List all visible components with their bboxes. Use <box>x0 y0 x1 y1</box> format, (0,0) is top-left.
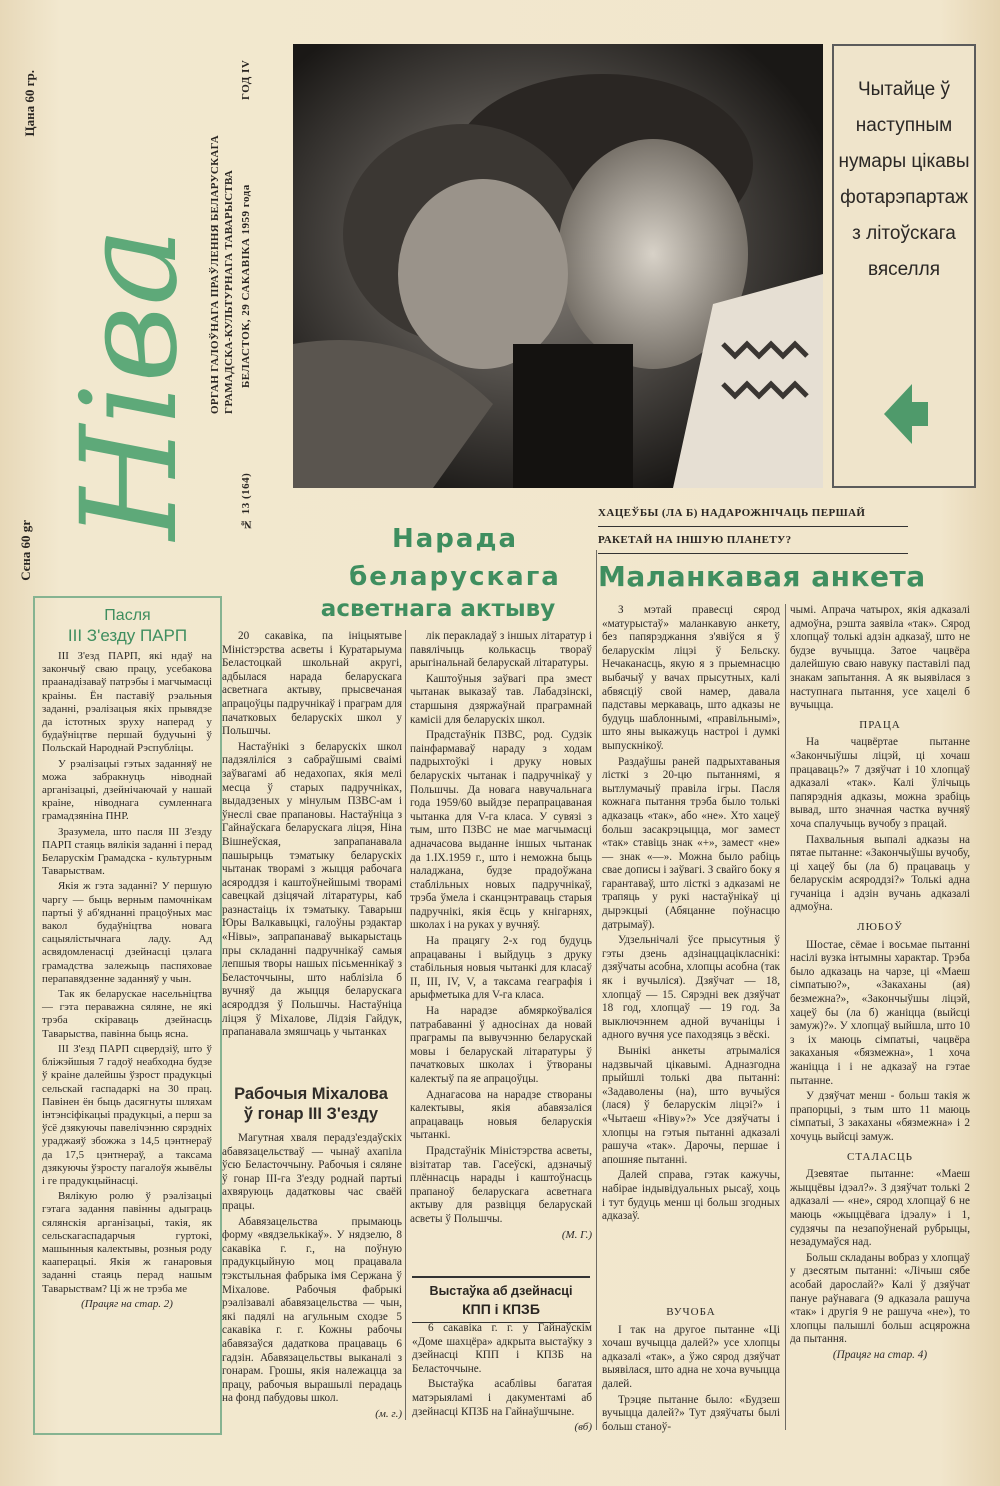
rabochya-body <box>222 1132 402 1428</box>
paragraph: Вынікі анкеты атрымаліся надзвычай цікавымі. Адназгодна прыйшлі толькі два пытанні: «Задаволены (на), што вучыўся (лася) ў беларускім ліцэі?» і «Чытаеш «Ніву»?» Усе дзяўчаты і хлопцы на гэтыя пытанні адказалі рашуча «так». Дарочы, першае і апошняе пытанні. <box>602 1045 780 1166</box>
paragraph: Трэцяе пытанне было: «Будзеш вучыцца далей?» Тут дзяўчаты былі больш станоў- <box>602 1393 780 1433</box>
teaser-text: Чытайце ў наступным нумары цікавы фотарэпартаж з літоўскага вяселля <box>838 79 970 280</box>
column-rule <box>596 550 597 1430</box>
price-right: Цана 60 гр. <box>22 70 37 137</box>
vystauka-title-line-1: Выстаўка аб дзейнасці <box>429 1284 573 1298</box>
paragraph: Вялікую ролю ў рэалізацыі гэтага задання павінны адыграць сялянскія арганізацыі, такія, як сельскагаспадарчыя гуртокі, машынныя калектывы, розныя роду кааперацыі. Якія ж ганаровыя заданні стаяць перад нашым Таварыствам? Ці ж не трэба ме <box>42 1190 212 1295</box>
paragraph: У дзяўчат менш - больш такія ж прапорцыі, з тым што 11 маюць сімпатыі, 3 закаханы «бязмежна» і 2 хочуць выйсці замуж. <box>790 1090 970 1143</box>
side-article-body <box>42 650 212 1311</box>
side-article <box>33 596 222 1435</box>
anketa-col-2 <box>790 604 970 1430</box>
paragraph: Настаўнікі з беларускіх школ падзяліліся з сабраўшымі свaімі заўвагамі аб недахопах, якія мелі месца ў старых падручніках, выдадзеных у мінулым ПЗВС-ам і ўнеслі свае прапановы. Настаўніца з Гайнаўскага беларускага ліцэя, Ніна Вішнеўская, запрапанавала пашырыць тэматыку беларускіх чытанак творамі з жыцця рабочага асяроддзя і каштоўнейшымі творамі савецкай дзіцячай літаратуры, каб разнастаіць іх тэматыку. Таварыш Юры Валкавыцкі, галоўны рэдактар «Нівы», запрапанаваў выкарыстаць пры складанні падручнікаў самыя лепшыя творы нашых пісьменнікаў з Беласточчыны, што наблізіла б вучняў да жыцця беларускага асяроддзя ў Польшчы. Настаўніца ліцэя ў Міхалове, Лідзія Гайдук, прапанавала змяшчаць у чытанках <box>222 740 402 1039</box>
vystauka-title <box>412 1276 590 1323</box>
dateline <box>240 60 252 530</box>
paragraph: Прадстаўнік Міністэрства асветы, візітатар тав. Гасеўскі, адзначыў плённасць нарады і каштоўнасць прапаноў беларускага асветнага актыву для развіцця беларускай асветы ў Польшчы. <box>410 1144 592 1225</box>
paragraph: Прадстаўнік ПЗВС, род. Судзік паінфармаваў нараду з ходам падрыхтоўкі і друку новых беларускіх чытанак і падручнікаў у Польшчы. Да новага навучальнага года 1959/60 выйдзе перапрацаваная чытанка для V-га класа. У сувязі з тым, што ПЗВС не мае магчымасці адначасова выданне іншых чытанак да 1.IX.1959 г., што і неможна быць наладжана, будзе прадоўжана стаблільных новых падручнікаў, трэба ўмела і сканцэнтраваць старыя падручнікі, якія ёсць у кнігарнях, школах і на руках у вучняў. <box>410 729 592 932</box>
paragraph: Зразумела, што пасля III З'езду ПАРП стаяць вялікія заданні і перад Беларускім Грамадска - культурным Таварыствам. <box>42 825 212 878</box>
organ-line-1: ОРГАН ГАЛОЎНАГА ПРАЎЛЕННЯ БЕЛАРУСКАГА <box>209 135 221 414</box>
paragraph: Шостае, сёмае і восьмае пытанні насілі вузка інтымны характар. Трэба было адказаць на чарзе, ці «Маеш сімпатыю?», «Закаханы (ая) безмежна?», «Закончыўшы ліцэй, хацеў бы (ла б) жаніцца (выйсці замуж)?». У хлопцаў выйшла, што 10 з іх маюць сімпатыі, чацвёра закаханыя «бязмежна», 1 хоча жаніцца і і не адказаў на гэтае пытанне. <box>790 938 970 1087</box>
front-photo <box>293 44 823 488</box>
paragraph: І так на другое пытанне «Ці хочаш вучыцца далей?» усе хлопцы адказалі «так», а ўжо сярод дзяўчат выявілася, што адна не хоча вучыцца далей. <box>602 1323 780 1390</box>
paragraph: На нарадзе абмяркоўваліся патрабаванні ў адносінах да новай праграмы па вывучэнню беларускай мовы і беларускай літаратуры ў пачатковых школах і ўтвораны калектыў па яе апрацоўцы. <box>410 1005 592 1085</box>
paragraph: Каштоўныя заўвагі пра змест чытанак выказаў тав. Лабадзінскі, старшыня дзяржаўнай праграмнай камісіі для беларускіх школ. <box>410 672 592 726</box>
lyubou-heading: ЛЮБОЎ <box>857 921 903 934</box>
paragraph: чымі. Апрача чатырох, якія адказалі адмоўна, рэшта заявіла «так». Сярод хлопцаў толькі адзін адказаў, што не будзе вучыцца. Затое чацвёра далейшую сваю навуку паставілі пад знакам запытання. А як выявілася з наступнага пытання, усе хацелі б вучыцца. <box>790 604 970 712</box>
organ-line-2: ГРАМАДСКА-КУЛЬТУРНАГА ТАВАРЫСТВА <box>223 169 235 414</box>
side-title-line-2: III З'езду ПАРП <box>67 626 188 645</box>
paragraph: Якія ж гэта заданні? У першую чаргу — быць верным памочнікам партыі ў аб'яднанні працоўных мас вакол будаўніцтва новага сацыялістычнага ладу. Ад асвядомленасці дзейнасці цэлага грамадства залежыць паспяховае перапавядзенне заданняў у чын. <box>42 880 212 985</box>
paragraph: Дзевятае пытанне: «Маеш жыццёвы ідэал?». З дзяўчат толькі 2 адказалі — «не», сярод хлопцаў 6 не маюць «жыццёвага ідэалу» і 1, судзячы па незапоўненай рубрыцы, незадумаўся над. <box>790 1168 970 1249</box>
masthead-logo <box>55 70 205 570</box>
masthead-title: Ніва <box>53 227 207 540</box>
paragraph: III З'езд ПАРП сцвердзіў, што ў бліжэйшыя 7 гадоў неабходна будзе ў краіне далейшы ўзрост прадукцыі сельскай гаспадаркі на 30 прац. Павінен ён быць дасягнуты шляхам інтэнсіфікацыі прадукцыі, а перш за ўсё дзякуючы павелічэнню сярэдніх ураджаяў збожжа з 14,5 цэнтнераў да 17,5 цэнтнераў, а таксама дзякуючы ўзросту пагалоўя жывёлы і ге прадукцыйнасці. <box>42 1042 212 1187</box>
side-continued: (Працяг на стар. 2) <box>81 1297 173 1310</box>
paragraph: Магутная хваля перадз'ездаўскіх абавязацельстваў — чынаў ахапіла ўсю Беласточчыну. Рабочыя і сяляне ў гонар III-га З'езду роднай партыі ахвяруюць дадатковы час сваёй працы. <box>222 1132 402 1212</box>
paragraph: Далей справа, гэтак кажучы, набірае індывідуальных рысаў, хоць і тут будуць менш ці больш згодных адказаў. <box>602 1169 780 1223</box>
paragraph: Раздаўшы раней падрыхтаваныя лісткі з 20-цю пытаннямі, я вытлумачыў правіла ігры. Пасля кожнага пытання трэба было толькі адказаць «так», або «не». Хто хацеў больш засакрэцыцца, мог замест «так» ставіць знак «+», замест «не» — знак «—». Можна было рабіць свае дописы і заўвагі. З свайго боку я гарантаваў, што лісткі з адказамі не трапяць у рукі настаўнікаў ці дырэкцыі (Абяцанне поўнасцю датрымаў). <box>602 755 780 931</box>
issue-year: ГОД IV <box>240 60 252 101</box>
vystauka-signoff: (вб) <box>574 1421 592 1434</box>
paragraph: 6 сакавіка г. г. у Гайнаўскім «Доме шахцёра» адкрыта выстаўку з дзейнасці КПП і КПЗБ на Беласточчыне. <box>412 1322 592 1375</box>
praca-heading: ПРАЦА <box>859 718 901 731</box>
narada-title-line-2: беларускага <box>349 562 561 592</box>
paragraph: На працягу 2-х год будуць апрацаваны і выйдуць з друку стабільныя новыя чытанкі для класаў II, III, IV, V, а таксама геаграфія і арыфметыка для V-га класа. <box>410 935 592 1002</box>
organ-line <box>208 135 236 414</box>
paragraph: На чацвёртае пытанне «Закончыўшы ліцэй, ці хочаш працаваць?» 7 дзяўчат і 10 хлопцаў адказалі «так». Калі ўлічыць папярэднія адказы, можна зрабіць вывад, што значная частка вучняў хоча спалучыць вучобу з працай. <box>790 736 970 830</box>
rabochya-signoff: (м. г.) <box>375 1407 402 1420</box>
anketa-col-1-vuchoba <box>602 1300 780 1433</box>
stalasc-heading: СТАЛАСЦЬ <box>847 1150 913 1163</box>
paragraph: Абавязацельства прымаюць форму «вядзелькікаў». У нядзелю, 8 сакавіка г. г., на поўную прадукцыйную моц працавала тэкстыльная фабрыка імя Сержана ў Міхалове. Рабочыя фабрыкі рэалізавалі абавязацельства — чын, які падялі на агульным сходзе 5 сакавіка г. г. Кожны рабочы абавязаўся дадаткова працаваць 6 гадзін. Абавязацельствы выканалі з гонарам. Грошы, якія належацца за працу, рабочыя вырашылі перадаць на фонд пабудовы школ. <box>222 1215 402 1405</box>
paragraph: Больш складаны вобраз у хлопцаў у дзесятым пытанні: «Лічыш сябе асобай дарослай?» Калі ў дзяўчат пануе раўнавага (9 адказала рашуча «так» і другія 9 не рашуча «не»), то хлопцы палышлі больш асцярожна да пытання. <box>790 1251 970 1346</box>
column-rule <box>405 630 406 1420</box>
narada-col-1-continued <box>222 798 402 1078</box>
teaser-box <box>832 44 976 488</box>
narada-subtitle: асветнага актыву <box>320 596 556 622</box>
masthead-logo-graphic <box>55 70 205 570</box>
narada-signoff: (М. Г.) <box>561 1228 592 1241</box>
column-rule <box>785 604 786 1430</box>
paragraph: 20 сакавіка, па ініцыятыве Міністэрства асветы і Куратарыума Беластоцкай школьнай акругі, адбылася нарада беларускага асветнага актыву, прысвечаная апрацоўцы падручнікаў і праграм для пачатковых беларускіх школ у Польшчы. <box>222 630 402 738</box>
paragraph: III З'езд ПАРП, які ндаў на закончыў сваю працу, усебакова праанадізаваў патрэбы і магчымасці краіны. Ён паставіў рэальныя заданні, рэалізацыя якіх прывядзе да істотных зруху наперад у будаўніцтве першай будучыні ў Польскай Народнай Рэспубліцы. <box>42 650 212 755</box>
paragraph: Удзельнічалі ўсе прысутныя ў гэты дзень адзінаццацікласнікі: дзяўчаты асобна, хлопцы асобна (так як і вучыліся). Дзяўчат — 18, хлопцаў — 15. Сярэдні век дзяўчат 18 год, хлопцаў — 19 год. За выключэннем адной вучаніцы і адного вучня усе паходзяць з вёскі. <box>602 934 780 1042</box>
narada-col-2 <box>410 630 592 1241</box>
issue-number: № 13 (164) <box>240 472 252 530</box>
paragraph: Аднагасова на нарадзе створаны калектывы, якія абавязаліся апрацаваць новыя беларускія чытанкі. <box>410 1088 592 1142</box>
paragraph: У рэалізацыі гэтых заданняў не можа забракнуць ніводнай арганізацыі, дзейнічаючай у нашай краіне, ніводнага сумленнага грамадзяніна ПНР. <box>42 757 212 823</box>
paragraph: Так як беларускае насельніцтва — гэта пераважна сяляне, не які трэба скіраваць дзейнасць Таварыства, павінна быць ясна. <box>42 988 212 1040</box>
anketa-kicker <box>598 500 908 554</box>
side-title-line-1: Пасля <box>104 607 151 624</box>
issue-date: БЕЛАСТОК, 29 САКАВІКА 1959 года <box>240 184 252 389</box>
rabochya-title-line-1: Рабочыя Міхалова <box>234 1085 388 1103</box>
vystauka-body <box>412 1322 592 1434</box>
kicker-line-2: РАКЕТАЙ НА ІНШУЮ ПЛАНЕТУ? <box>598 527 908 554</box>
photo-couple-image <box>293 44 823 488</box>
paragraph: лік перакладаў з іншых літаратур і павялічыць колькасць твораў арыгінальнай беларускай літаратуры. <box>410 630 592 670</box>
anketa-col-1 <box>602 604 780 1314</box>
paragraph: З мэтай правесці сярод «матурыстаў» маланкавую анкету, без папярэджання з'явіўся я ў беларускім ліцэі ў Бельску. Нечаканасць, якую я з прыемнасцю выбачыў у вачах прысутных, калі абвясціў свой намер, давала падставы меркаваць, што адказы не будуць шаблоннымі, «правільнымі», што яны выкажуць настроі і думкі выпускнікоў. <box>602 604 780 752</box>
rabochya-title-line-2: ў гонар III З'езду <box>243 1105 379 1123</box>
anketa-title: Маланкавая анкета <box>598 560 926 593</box>
price-left: Сєна 60 gr <box>18 520 33 581</box>
vuchoba-heading: ВУЧОБА <box>666 1306 716 1318</box>
arrow-left-icon <box>884 384 928 449</box>
paragraph: Выстаўка асаблівы багатая матэрыяламі і дакументамі аб дзейнасці КПЗБ на Гайнаўшчыне. <box>412 1378 592 1418</box>
anketa-continued: (Працяг на стар. 4) <box>832 1348 928 1361</box>
vystauka-title-line-2: КПП і КПЗБ <box>462 1301 540 1317</box>
side-article-title <box>35 598 220 646</box>
kicker-line-1: ХАЦЕЎБЫ (ЛА Б) НАДАРОЖНІЧАЦЬ ПЕРШАЙ <box>598 500 908 527</box>
narada-title-line-1: Нарада <box>391 524 518 554</box>
narada-title <box>345 520 565 596</box>
rabochya-title <box>218 1084 404 1124</box>
paragraph: Пахвальныя выпалі адказы на пятае пытанне: «Закончыўшы вучобу, ці хацеў бы (ла б) працаваць у беларускім асяроддзі?» Толькі адна гучаніца і адзін вучань адказалі адмоўна. <box>790 833 970 914</box>
